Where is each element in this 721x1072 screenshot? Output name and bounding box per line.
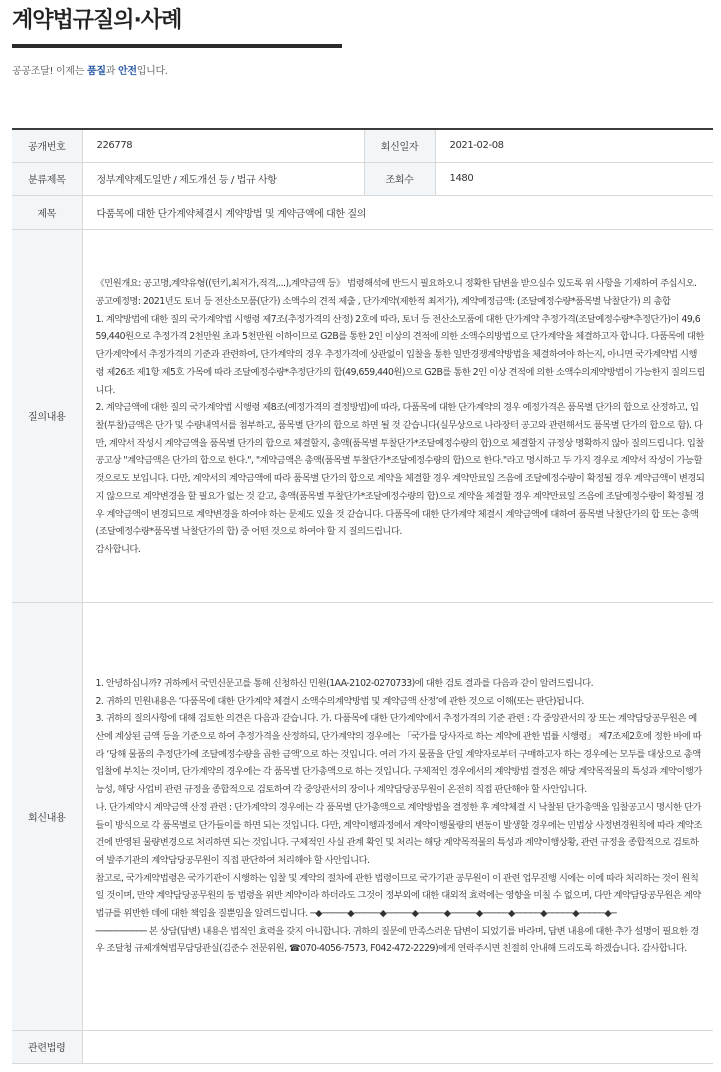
label-question: 질의내용	[12, 229, 82, 602]
answer-paragraph: 3. 귀하의 질의사항에 대해 검토한 의견은 다음과 같습니다. 가. 다품목에 대한 단가계약에서 추정가격의 기준 관련 : 각 중앙관서의 장 또는 계약담당공무원은 예산에 계상된 금액 등을 기준으로 하여 추정가격을 산정하되, 단가계약의 경우에는 「국가를 당사자로 하는 계약에 관한 법률 시행령」 제7조제2호에 정한 바에 따라 ‘당해 물품의 추정단가에 조달예정수량을 곱한 금액’으로 하는 것입니다. 여러 가지 물품을 단일 계약자로부터 구매하고자 하는 경우에는 모두를 대상으로 총액입찰에 부치는 것이며, 단가계약의 경우에는 각 품목별 단가총액으로 하는 것입니다. 구체적인 경우에서의 계약방법 결정은 해당 계약목적물의 특성과 계약이행가능성, 해당 사업비 관련 규정을 종합적으로 검토하여 각 중앙관서의 장이나 계약담당공무원이 온전히 직접 판단해야 할 사안입니다.	[95, 713, 702, 796]
label-id: 공개번호	[12, 129, 82, 162]
row-question	[12, 229, 713, 602]
label-reply-date: 회신일자	[364, 129, 435, 162]
row-subject	[12, 195, 713, 229]
page-title: 계약법규질의·사례	[12, 8, 182, 33]
answer-paragraph: 참고로, 국가계약법령은 국가기관이 시행하는 입찰 및 계약의 절차에 관한 법령이므로 국가기관 공무원이 이 관련 업무진행 시에는 이에 따라 처리하는 것이 원칙일 것이며, 만약 계약담당공무원의 동 법령을 위반 계약이라 하더라도 그것이 정부외에 대한 대외적 효력에는 영향을 미칠 수 없으며, 다만 계약담당공무원은 계약법규를 위반한 데에 대한 책임을 질뿐임을 알려드립니다. ─◆─────◆─────◆─────◆─────◆─────◆─────◆─────◆─────◆─────◆─	[95, 872, 701, 920]
question-body	[82, 229, 713, 602]
question-paragraph: 감사합니다.	[95, 543, 141, 555]
answer-body	[82, 602, 713, 1030]
title-underline	[12, 44, 342, 48]
subtitle-prefix: 공공조달! 이제는	[12, 66, 87, 77]
subtitle-suffix: 입니다.	[136, 66, 168, 77]
label-subject: 제목	[12, 195, 82, 229]
value-category: 정부계약제도일반 / 제도개선 등 / 법규 사항	[82, 162, 364, 195]
answer-paragraph: ────────── 본 상담(답변) 내용은 법적인 효력을 갖지 아니합니다. 귀하의 질문에 만족스러운 답변이 되었기를 바라며, 답변 내용에 대한 추가 설명이 필요한 경우 조달청 규제개혁법무담당관실(김준수 전문위원, ☎070-4056-7573, F042-472-2229)에게 연락주시면 친절히 안내해 드리도록 하겠습니다. 감사합니다.	[95, 925, 699, 955]
question-paragraph: 1. 계약방법에 대한 질의 국가계약법 시행령 제7조(추정가격의 산정) 2호에 따라, 토너 등 전산소모품에 대한 단가계약 추정가격(조달예정수량*추정단가)이 49,659,440원으로 추정가격 2천만원 초과 5천만원 이하이므로 G2B를 통한 2인 이상의 견적에 의한 소액수의방법으로 단가계약을 체결하고자 합니다. 다품목에 대한 단가계약에서 추정가격의 기준과 관련하여, 단가계약의 경우 추정가격에 상관없이 입찰을 통한 일반경쟁계약방법을 체결하여야 하는지, 아니면 국가계약법 시행령 제26조 제1항 제5호 가목에 따라 조달예정수량*추정단가의 합(49,659,440원)으로 G2B를 통한 2인 이상 견적에 의한 소액수의계약방법이 가능한지 질의드립니다.	[95, 313, 705, 396]
answer-paragraph: 나. 단가계약시 계약금액 산정 관련 : 단가계약의 경우에는 각 품목별 단가총액으로 계약방법을 결정한 후 계약체결 시 낙찰된 단가총액을 입찰공고시 명시한 단가들이 방식으로 각 품목별로 단가들이를 하면 되는 것입니다. 다만, 계약이행과정에서 계약이행물량의 변동이 발생할 경우에는 민법상 사정변경원칙에 따라 계약조건에 반영된 물량변경으로 처리하면 되는 것입니다. 구체적인 사실 관계 확인 및 처리는 해당 계약목적물의 특성과 계약이행상황, 관련 규정을 종합적으로 검토하여 발주기관의 계약담당공무원이 직접 판단하여 처리해야 할 사안입니다.	[95, 801, 702, 866]
value-related-law	[82, 1030, 713, 1063]
row-category	[12, 162, 713, 195]
row-id	[12, 129, 713, 162]
value-subject: 다품목에 대한 단가계약체결시 계약방법 및 계약금액에 대한 질의	[82, 195, 713, 229]
answer-paragraph: 2. 귀하의 민원내용은 ‘다품목에 대한 단가계약 체결시 소액수의계약방법 및 계약금액 산정’에 관한 것으로 이해(또는 판단)됩니다.	[95, 695, 584, 707]
subtitle-quality: 품질	[87, 66, 106, 77]
row-related-law	[12, 1030, 713, 1063]
label-related-law: 관련법령	[12, 1030, 82, 1063]
record-detail-table	[12, 128, 713, 1064]
question-paragraph: 2. 계약금액에 대한 질의 국가계약법 시행령 제8조(예정가격의 결정방법)에 따라, 다품목에 대한 단가계약의 경우 예정가격은 품목별 단가의 합으로 산정하고, 입찰(투찰)금액은 단가 및 수량내역서를 첨부하고, 품목별 단가의 합으로 하면 될 것 같습니다(실무상으로 나라장터 공고와 관련해서도 품목별 단가의 합으로 함). 다만, 계약서 작성시 계약금액을 품목별 단가의 합으로 체결할지, 총액(품목별 투찰단가*조달예정수량의 합)으로 체결할지 규정상 명확하지 않아 질의드립니다. 입찰 공고상 "계약금액은 단가의 합으로 한다.", "계약금액은 총액(품목별 투찰단가*조달예정수량의 합)으로 한다."라고 명시하고 두 가지 경우로 계약서 작성이 가능할 것으로도 보입니다. 다만, 계약서의 계약금액에 따라 품목별 단가의 합으로 계약을 체결할 경우 계약만료일 즈음에 조달예정수량이 확정될 경우 계약금액이 변경되지 않으므로 계약변경을 할 필요가 없는 것 같고, 총액(품목별 투찰단가*조달예정수량의 합)으로 계약을 체결할 경우 계약만료일 즈음에 조달예정수량이 확정될 경우 계약금액이 변경되므로 계약변경을 하여야 하는 문제도 있을 것 같습니다. 다품목에 대한 단가계약 체결시 계약금액에 대하여 품목별 낙찰단가의 합 또는 총액(조달예정수량*품목별 낙찰단가의 합) 중 어떤 것으로 하여야 할 지 질의드립니다.	[95, 402, 705, 538]
subtitle-safety: 안전	[117, 66, 137, 77]
question-paragraph: 《민원개요: 공고명,계약유형((턴키,최저가,적격,...),계약금액 등》 법령해석에 반드시 필요하오니 정확한 답변을 받으실수 있도록 위 사항을 기재하여 주십시오. 공고예정명: 2021년도 토너 등 전산소모품(단가) 소액수의 견적 제출 , 단가계약(제한적 최저가), 계약예정금액: (조달예정수량*품목별 낙찰단가) 의 총합	[95, 278, 697, 308]
value-id: 226778	[82, 129, 364, 162]
row-answer	[12, 602, 713, 1030]
value-views: 1480	[435, 162, 713, 195]
value-reply-date: 2021-02-08	[435, 129, 713, 162]
answer-paragraph: 1. 안녕하십니까? 귀하께서 국민신문고를 통해 신청하신 민원(1AA-2102-0270733)에 대한 검토 결과를 다음과 같이 알려드립니다.	[95, 677, 594, 689]
label-category: 분류제목	[12, 162, 82, 195]
subtitle-middle: 과	[105, 66, 118, 77]
page-subtitle	[12, 62, 168, 77]
label-answer: 회신내용	[12, 602, 82, 1030]
label-views: 조회수	[364, 162, 435, 195]
